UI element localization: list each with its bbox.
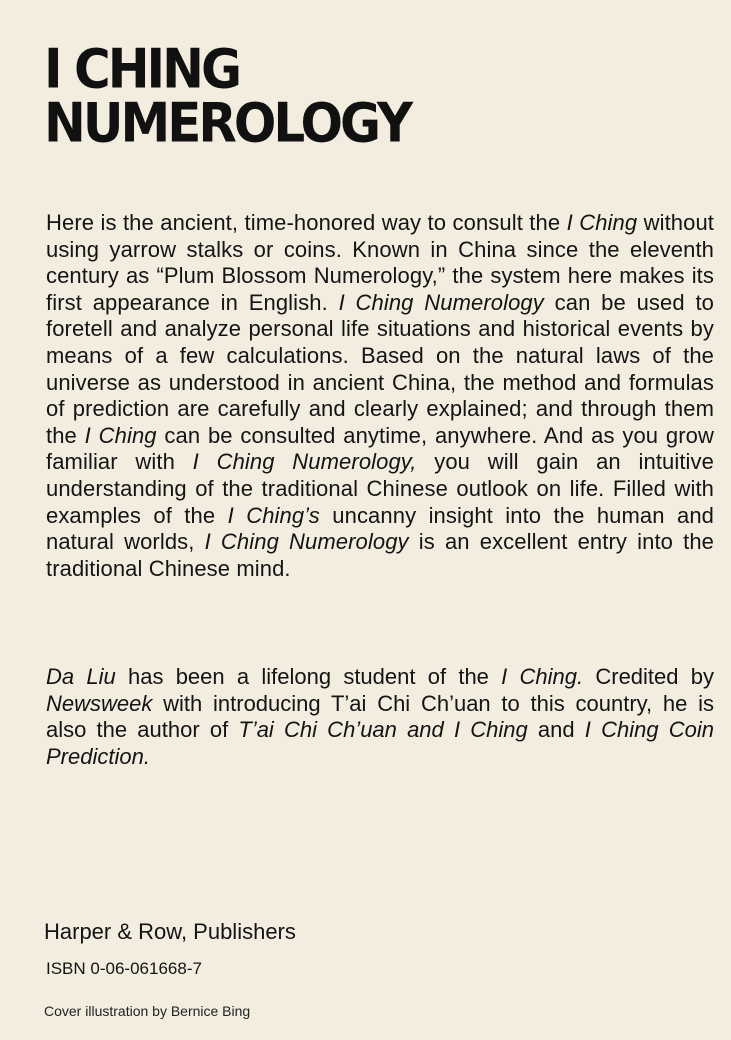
blurb-italic: I Ching (84, 422, 157, 448)
blurb-italic: I Ching Numerology (204, 529, 409, 555)
bio-italic: Newsweek (46, 690, 153, 716)
blurb-italic: I Ching Numerology, (192, 449, 417, 475)
bio-italic: T’ai Chi Ch’uan and I Ching (238, 717, 528, 743)
author-name: Da Liu (46, 664, 116, 689)
blurb-text: can be used to foretell and analyze personal life situations and historical events by means of a few calculations. Based on the natural laws of the universe as understood in ancient China, the method and formulas of prediction are carefully and clearly explained; and through them the (46, 289, 714, 448)
book-title (44, 37, 644, 155)
bio-italic: I Ching Coin Prediction. (46, 717, 714, 769)
blurb-text: is an excellent entry into the traditional Chinese mind. (46, 529, 714, 581)
publisher-name: Harper & Row, Publishers (44, 919, 296, 944)
blurb-text: Here is the ancient, time-honored way to consult the (46, 210, 567, 235)
bio-text: and (527, 717, 585, 743)
title-line-1: I CHING (44, 37, 240, 101)
author-bio-paragraph (46, 664, 714, 770)
blurb-text: you will gain an intuitive understanding of the traditional Chinese outlook on life. Filled with examples of the (46, 449, 714, 528)
bio-text: has been a lifelong student of the (115, 664, 502, 689)
blurb-text: without using yarrow stalks or coins. Known in China since the eleventh century as “Plum Blossom Numerology,” the system here makes its first appearance in English. (46, 210, 714, 315)
blurb-text: uncanny insight into the human and natural worlds, (46, 502, 714, 555)
blurb-italic: I Ching (566, 210, 638, 235)
illustration-credit: Cover illustration by Bernice Bing (44, 1003, 251, 1019)
bio-italic: I Ching. (501, 664, 584, 689)
isbn-number: ISBN 0-06-061668-7 (46, 959, 202, 978)
bio-text: with introducing T’ai Chi Ch’uan to this country, he is also the author of (46, 690, 714, 743)
title-line-2: NUMEROLOGY (44, 91, 411, 155)
description-paragraph (46, 210, 714, 582)
blurb-italic: I Ching’s (227, 502, 320, 528)
bio-text: Credited by (583, 664, 714, 689)
blurb-italic: I Ching Numerology (338, 289, 544, 315)
blurb-text: can be consulted anytime, anywhere. And as you grow familiar with (46, 422, 714, 475)
